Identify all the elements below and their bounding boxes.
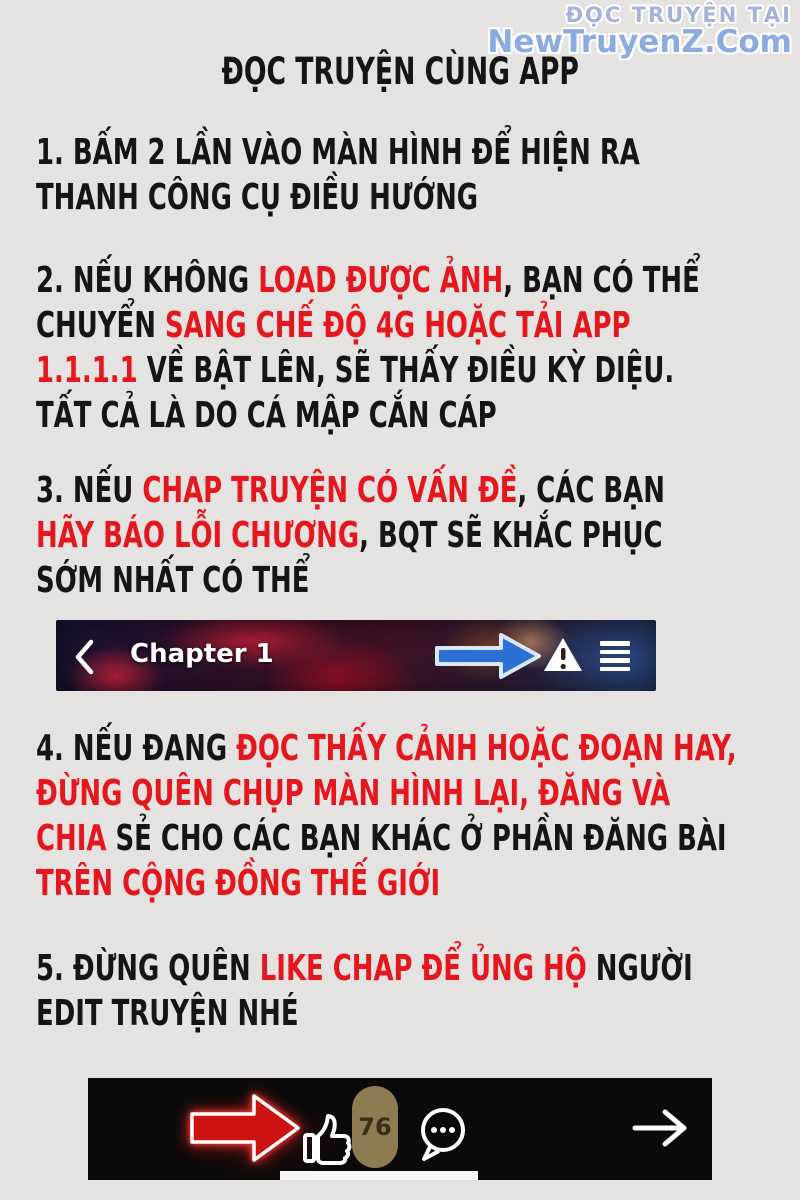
pointer-arrow-red-icon xyxy=(188,1088,303,1168)
report-error-icon[interactable] xyxy=(542,636,584,674)
like-count: 76 xyxy=(358,1113,392,1141)
reader-actionbar-screenshot xyxy=(88,1078,712,1180)
watermark-site-name: NewTruyenZ.Com xyxy=(487,24,792,61)
page-title: ĐỌC TRUYỆN CÙNG APP xyxy=(221,50,579,93)
instruction-1: 1. BẤM 2 LẦN VÀO MÀN HÌNH ĐỂ HIỆN RA THANH CÔNG CỤ ĐIỀU HƯỚNG xyxy=(36,132,640,218)
progress-strip xyxy=(280,1171,478,1180)
comment-icon[interactable] xyxy=(414,1104,472,1164)
instruction-2: 2. NẾU KHÔNG LOAD ĐƯỢC ẢNH, BẠN CÓ THỂ CHUYỂN SANG CHẾ ĐỘ 4G HOẶC TẢI APP 1.1.1.1 VỀ BẬT LÊN, SẼ THẤY ĐIỀU KỲ DIỆU. TẤT CẢ LÀ DO CÁ MẬP CẮN CÁP xyxy=(36,260,700,436)
like-count-badge xyxy=(352,1086,398,1168)
chapter-list-icon[interactable] xyxy=(600,641,630,671)
chapter-toolbar-screenshot xyxy=(56,620,656,691)
like-icon[interactable] xyxy=(302,1108,356,1168)
pointer-arrow-blue-icon xyxy=(434,630,544,682)
watermark-line1: ĐỌC TRUYỆN TẠI xyxy=(565,3,792,27)
chapter-title: Chapter 1 xyxy=(130,639,274,669)
back-chevron-icon[interactable] xyxy=(72,637,96,677)
instruction-5: 5. ĐỪNG QUÊN LIKE CHAP ĐỂ ỦNG HỘ NGƯỜI EDIT TRUYỆN NHÉ xyxy=(36,948,693,1034)
instruction-3: 3. NẾU CHAP TRUYỆN CÓ VẤN ĐỀ, CÁC BẠN HÃY BÁO LỖI CHƯƠNG, BQT SẼ KHẮC PHỤC SỚM NHẤT CÓ THỂ xyxy=(36,470,665,601)
page-title-wrap xyxy=(0,50,800,93)
next-chapter-icon[interactable] xyxy=(628,1104,692,1152)
instruction-4: 4. NẾU ĐANG ĐỌC THẤY CẢNH HOẶC ĐOẠN HAY, ĐỪNG QUÊN CHỤP MÀN HÌNH LẠI, ĐĂNG VÀ CHIA SẺ CHO CÁC BẠN KHÁC Ở PHẦN ĐĂNG BÀI TRÊN CỘNG ĐỒNG THẾ GIỚI xyxy=(36,728,737,904)
